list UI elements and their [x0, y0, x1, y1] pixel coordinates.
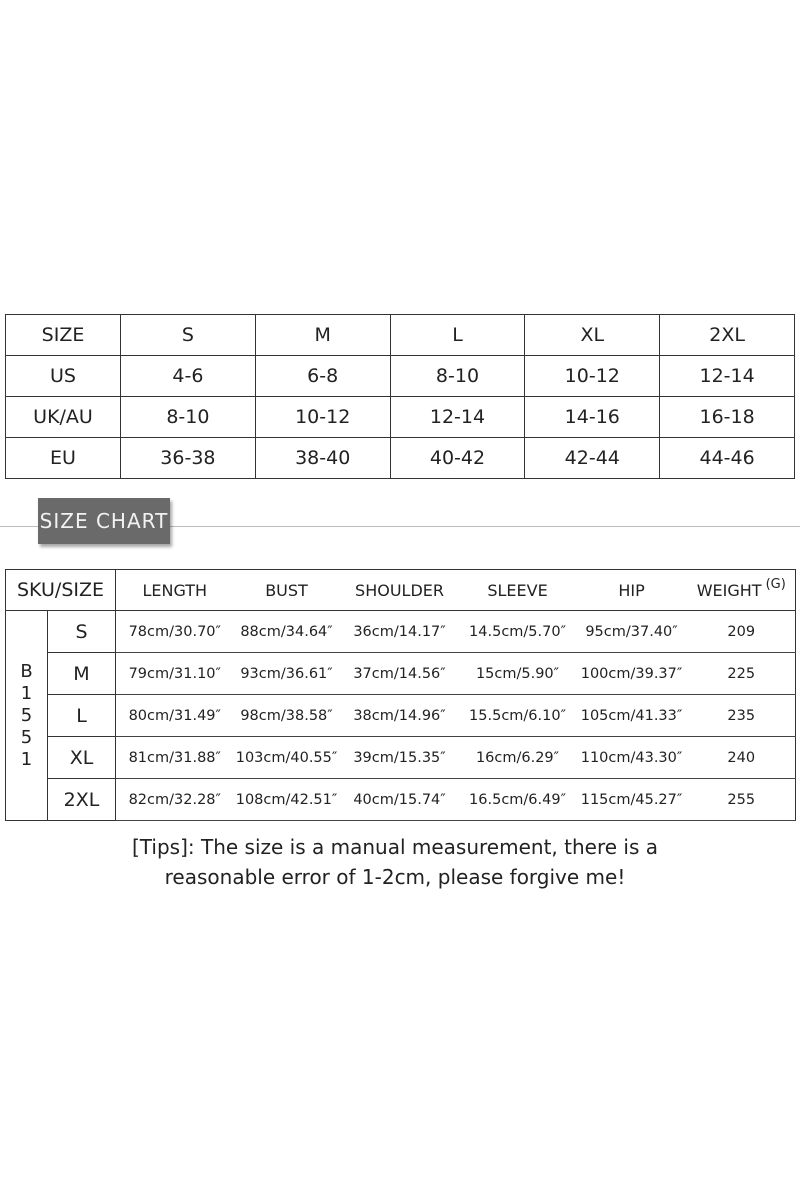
size-cell: L [48, 695, 116, 737]
region-cell: EU [6, 438, 121, 479]
table-cell: 4-6 [121, 356, 256, 397]
weight-cell: 235 [688, 695, 796, 737]
sku-char: 5 [20, 726, 33, 748]
sleeve-cell: 16cm/6.29″ [460, 737, 576, 779]
length-cell: 81cm/31.88″ [116, 737, 234, 779]
table-row [6, 779, 796, 821]
hip-cell: 115cm/45.27″ [576, 779, 688, 821]
bust-cell: 103cm/40.55″ [234, 737, 340, 779]
weight-cell: 255 [688, 779, 796, 821]
region-cell: US [6, 356, 121, 397]
size-cell: 2XL [48, 779, 116, 821]
table-cell: 12-14 [390, 397, 525, 438]
table-row [6, 653, 796, 695]
size-cell: S [48, 611, 116, 653]
sleeve-cell: 14.5cm/5.70″ [460, 611, 576, 653]
table-cell: 10-12 [525, 356, 660, 397]
hip-cell: 95cm/37.40″ [576, 611, 688, 653]
hip-header: HIP [576, 570, 688, 611]
shoulder-cell: 36cm/14.17″ [340, 611, 460, 653]
size-conversion-table [5, 314, 795, 479]
bust-cell: 88cm/34.64″ [234, 611, 340, 653]
tips-line-1: [Tips]: The size is a manual measurement, there is a [132, 835, 658, 859]
length-cell: 80cm/31.49″ [116, 695, 234, 737]
sleeve-header: SLEEVE [460, 570, 576, 611]
bust-cell: 98cm/38.58″ [234, 695, 340, 737]
size-chart-label: SIZE CHART [38, 498, 170, 544]
table-row [6, 737, 796, 779]
measurement-header-row [6, 570, 796, 611]
header-cell: XL [525, 315, 660, 356]
table-cell: 12-14 [660, 356, 795, 397]
size-measurement-table [5, 569, 796, 821]
shoulder-cell: 37cm/14.56″ [340, 653, 460, 695]
header-cell: M [255, 315, 390, 356]
conversion-row-uk-au [6, 397, 795, 438]
header-cell: SIZE [6, 315, 121, 356]
sku-size-header: SKU/SIZE [6, 570, 116, 611]
conversion-row-us [6, 356, 795, 397]
length-cell: 79cm/31.10″ [116, 653, 234, 695]
table-cell: 8-10 [121, 397, 256, 438]
bust-header: BUST [234, 570, 340, 611]
bust-cell: 93cm/36.61″ [234, 653, 340, 695]
hip-cell: 110cm/43.30″ [576, 737, 688, 779]
table-cell: 10-12 [255, 397, 390, 438]
size-cell: M [48, 653, 116, 695]
hip-cell: 100cm/39.37″ [576, 653, 688, 695]
bust-cell: 108cm/42.51″ [234, 779, 340, 821]
weight-cell: 225 [688, 653, 796, 695]
length-header: LENGTH [116, 570, 234, 611]
table-cell: 44-46 [660, 438, 795, 479]
weight-cell: 209 [688, 611, 796, 653]
sku-char: 1 [20, 748, 33, 770]
table-row [6, 611, 796, 653]
table-cell: 38-40 [255, 438, 390, 479]
region-cell: UK/AU [6, 397, 121, 438]
tips-text [0, 832, 790, 892]
sku-char: 5 [20, 704, 33, 726]
conversion-row-eu [6, 438, 795, 479]
weight-header [688, 570, 796, 611]
sleeve-cell: 16.5cm/6.49″ [460, 779, 576, 821]
shoulder-cell: 39cm/15.35″ [340, 737, 460, 779]
sku-char: 1 [20, 682, 33, 704]
header-cell: S [121, 315, 256, 356]
weight-cell: 240 [688, 737, 796, 779]
header-cell: 2XL [660, 315, 795, 356]
sku-code-cell [6, 611, 48, 821]
weight-unit: (G) [765, 576, 786, 592]
shoulder-cell: 38cm/14.96″ [340, 695, 460, 737]
table-row [6, 695, 796, 737]
size-cell: XL [48, 737, 116, 779]
hip-cell: 105cm/41.33″ [576, 695, 688, 737]
sleeve-cell: 15cm/5.90″ [460, 653, 576, 695]
table-cell: 14-16 [525, 397, 660, 438]
table-cell: 36-38 [121, 438, 256, 479]
table-cell: 40-42 [390, 438, 525, 479]
weight-label: WEIGHT [696, 580, 762, 600]
shoulder-header: SHOULDER [340, 570, 460, 611]
tips-line-2: reasonable error of 1-2cm, please forgive me! [164, 865, 626, 889]
sleeve-cell: 15.5cm/6.10″ [460, 695, 576, 737]
length-cell: 78cm/30.70″ [116, 611, 234, 653]
table-cell: 42-44 [525, 438, 660, 479]
table-cell: 16-18 [660, 397, 795, 438]
table-cell: 8-10 [390, 356, 525, 397]
length-cell: 82cm/32.28″ [116, 779, 234, 821]
sku-char: B [20, 660, 33, 682]
conversion-header-row [6, 315, 795, 356]
shoulder-cell: 40cm/15.74″ [340, 779, 460, 821]
header-cell: L [390, 315, 525, 356]
table-cell: 6-8 [255, 356, 390, 397]
